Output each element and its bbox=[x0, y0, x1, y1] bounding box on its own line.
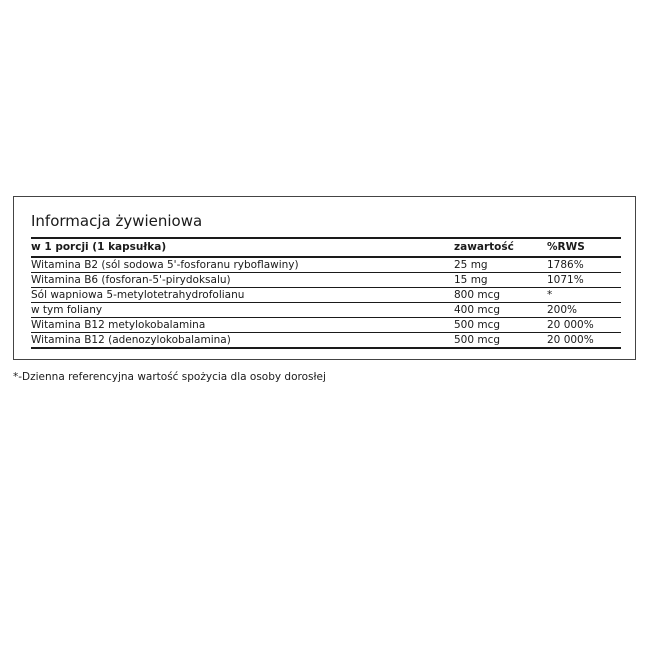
row-rws: * bbox=[547, 289, 553, 301]
row-name: w tym foliany bbox=[31, 304, 103, 316]
row-rws: 20 000% bbox=[547, 334, 594, 346]
row-rws: 1071% bbox=[547, 274, 584, 286]
row-rws: 200% bbox=[547, 304, 578, 316]
row-amount: 500 mcg bbox=[454, 319, 501, 331]
table-row bbox=[31, 273, 621, 288]
table-row bbox=[31, 318, 621, 333]
row-amount: 15 mg bbox=[454, 274, 488, 286]
row-amount: 500 mcg bbox=[454, 334, 501, 346]
row-amount: 800 mcg bbox=[454, 289, 501, 301]
nutrition-facts-panel bbox=[13, 196, 636, 360]
table-header-row bbox=[31, 239, 621, 258]
panel-title: Informacja żywieniowa bbox=[31, 212, 203, 230]
row-rws: 20 000% bbox=[547, 319, 594, 331]
header-rws: %RWS bbox=[547, 241, 585, 253]
row-name: Witamina B12 (adenozylokobalamina) bbox=[31, 334, 231, 346]
table-row bbox=[31, 333, 621, 349]
header-portion: w 1 porcji (1 kapsułka) bbox=[31, 241, 167, 253]
header-amount: zawartość bbox=[454, 241, 514, 253]
nutrition-table bbox=[31, 237, 621, 349]
row-name: Witamina B12 metylokobalamina bbox=[31, 319, 206, 331]
table-row bbox=[31, 258, 621, 273]
table-row bbox=[31, 288, 621, 303]
row-name: Sól wapniowa 5-metylotetrahydrofolianu bbox=[31, 289, 245, 301]
row-amount: 400 mcg bbox=[454, 304, 501, 316]
table-row bbox=[31, 303, 621, 318]
row-name: Witamina B6 (fosforan-5'-pirydoksalu) bbox=[31, 274, 231, 286]
row-rws: 1786% bbox=[547, 259, 584, 271]
row-amount: 25 mg bbox=[454, 259, 488, 271]
footnote: *-Dzienna referencyjna wartość spożycia dla osoby dorosłej bbox=[13, 371, 326, 383]
row-name: Witamina B2 (sól sodowa 5'-fosforanu ryboflawiny) bbox=[31, 259, 299, 271]
